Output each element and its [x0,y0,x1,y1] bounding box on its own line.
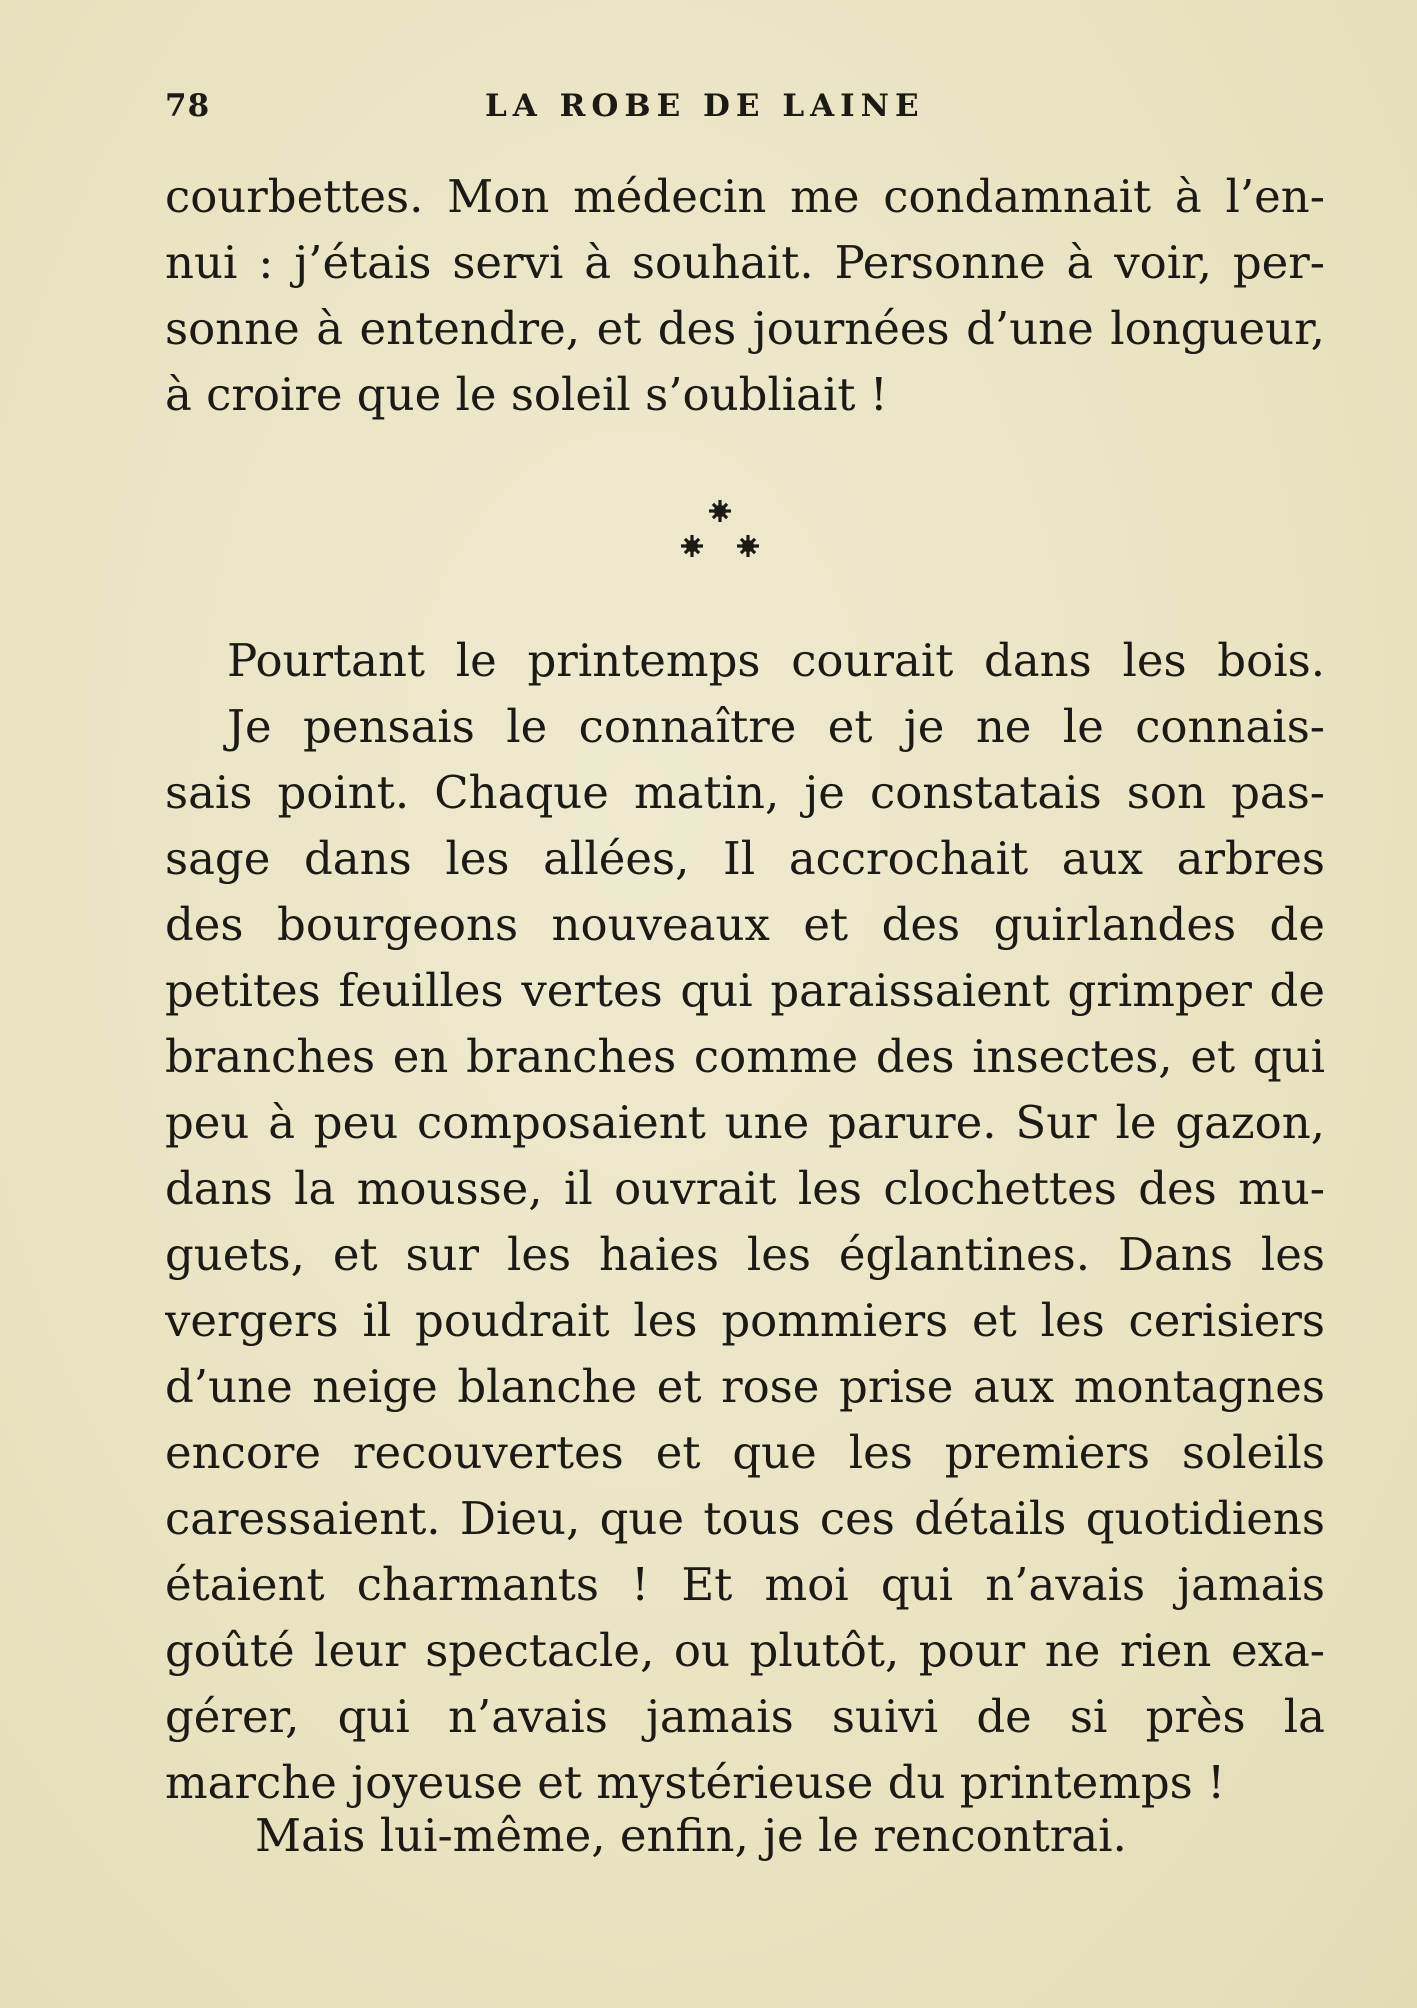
page-number: 78 [165,88,211,124]
running-head [165,88,1330,138]
asterism-icon [680,495,760,565]
text-line: dans la mousse, il ouvrait les clochettes des mu- [165,1162,1325,1215]
closing-paragraph: Mais lui-même, enfin, je le rencontrai. [255,1809,1127,1862]
paragraph-continuation [165,164,1325,428]
text-line: vergers il poudrait les pommiers et les cerisiers [165,1294,1325,1347]
text-line: sage dans les allées, Il accrochait aux arbres [165,832,1325,885]
text-line: guets, et sur les haies les églantines. Dans les [165,1228,1325,1281]
text-line: courbettes. Mon médecin me condamnait à l’en- [165,170,1325,223]
text-line: gérer, qui n’avais jamais suivi de si près la [165,1690,1325,1743]
paragraph-main [165,628,1325,1816]
text-line: étaient charmants ! Et moi qui n’avais jamais [165,1558,1325,1611]
book-title: LA ROBE DE LAINE [485,88,925,124]
text-line: encore recouvertes et que les premiers soleils [165,1426,1325,1479]
text-line: peu à peu composaient une parure. Sur le gazon, [165,1096,1325,1149]
text-line: petites feuilles vertes qui paraissaient grimper de [165,964,1325,1017]
text-line: d’une neige blanche et rose prise aux montagnes [165,1360,1325,1413]
text-line: des bourgeons nouveaux et des guirlandes de [165,898,1325,951]
text-line: Pourtant le printemps courait dans les bois. [227,634,1325,687]
text-line: nui : j’étais servi à souhait. Personne à voir, per- [165,236,1325,289]
text-line: sais point. Chaque matin, je constatais son pas- [165,766,1325,819]
text-line: branches en branches comme des insectes, et qui [165,1030,1325,1083]
text-line: goûté leur spectacle, ou plutôt, pour ne rien exa- [165,1624,1325,1677]
text-line: Je pensais le connaître et je ne le connais- [227,700,1325,753]
text-line: sonne à entendre, et des journées d’une longueur, [165,302,1325,355]
text-line: marche joyeuse et mystérieuse du printemps ! [165,1756,1226,1809]
text-line: caressaient. Dieu, que tous ces détails quotidiens [165,1492,1325,1545]
text-line: à croire que le soleil s’oubliait ! [165,368,888,421]
